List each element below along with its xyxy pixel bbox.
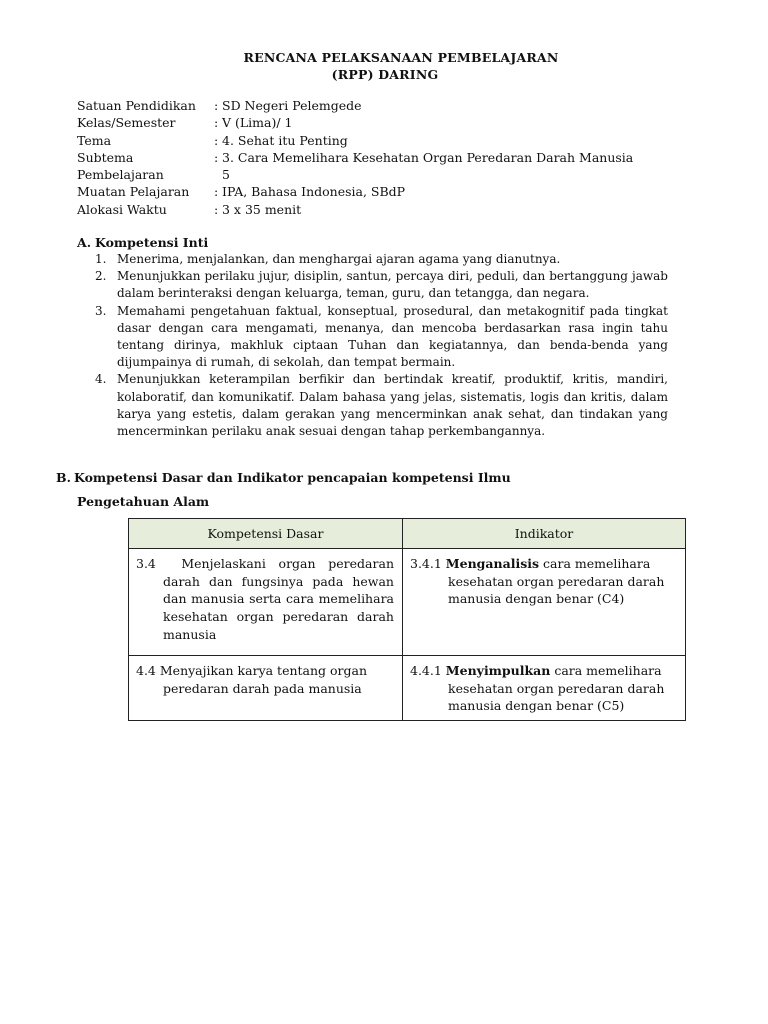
list-item: [95, 251, 668, 268]
kd-code: 4.4: [136, 663, 156, 678]
indikator-content: [410, 555, 677, 608]
column-header-indikator: Indikator: [403, 519, 686, 549]
info-label: Muatan Pelajaran: [77, 184, 190, 200]
kd-text: Menjelaskani organ peredaran darah dan fungsinya pada hewan dan manusia serta cara memelihara kesehatan organ peredaran darah manusia: [163, 556, 394, 642]
list-number: 4.: [95, 372, 107, 387]
info-label: Alokasi Waktu: [77, 201, 167, 217]
info-row-alokasi: [77, 201, 633, 218]
info-value: 3 x 35 menit: [222, 201, 302, 217]
section-b-heading: [56, 470, 511, 485]
info-label: Subtema: [77, 149, 134, 165]
list-text: Menerima, menjalankan, dan menghargai ajaran agama yang dianutnya.: [117, 252, 561, 266]
list-item: [95, 268, 668, 302]
indikator-content: [410, 662, 677, 715]
info-row-pembelajaran: [77, 166, 633, 183]
info-row-satuan: [77, 97, 633, 114]
info-row-tema: [77, 132, 633, 149]
info-row-muatan: [77, 183, 633, 200]
info-label: Tema: [77, 132, 112, 148]
list-text: Memahami pengetahuan faktual, konseptual, prosedural, dan metakognitif pada tingkat dasar dengan cara mengamati, menanya, dan mencoba berdasarkan rasa ingin tahu tentang dirinya, makhluk ciptaan Tuhan dan kegiatannya, dan benda-benda yang dijumpainya di rumah, di sekolah, dan tempat bermain.: [117, 303, 668, 370]
indikator-cell: [403, 656, 686, 721]
section-title: Kompetensi Dasar dan Indikator pencapaian kompetensi Ilmu: [74, 470, 511, 485]
indikator-cell: [403, 549, 686, 656]
list-number: 1.: [95, 252, 107, 266]
section-letter: A.: [77, 235, 92, 250]
list-item: [95, 303, 668, 372]
info-value: SD Negeri Pelemgede: [222, 98, 362, 113]
indikator-code: 3.4.1: [410, 556, 442, 571]
info-value: 3. Cara Memelihara Kesehatan Organ Peredaran Darah Manusia: [222, 149, 634, 165]
kd-text: Menyajikan karya tentang organ peredaran darah pada manusia: [159, 663, 368, 696]
info-separator: :: [214, 149, 219, 165]
kd-cell: [129, 656, 403, 721]
info-separator: [214, 166, 222, 183]
document-title: RENCANA PELAKSANAAN PEMBELAJARAN: [243, 50, 559, 65]
kd-code: 3.4: [136, 556, 156, 571]
info-separator: :: [214, 184, 219, 200]
indikator-code: 4.4.1: [410, 663, 442, 678]
table-header-row: [129, 519, 686, 549]
column-header-kompetensi-dasar: Kompetensi Dasar: [129, 519, 403, 549]
identity-block: [77, 97, 633, 218]
section-letter: B.: [56, 470, 71, 485]
info-row-subtema: [77, 149, 633, 166]
table-row: [129, 656, 686, 721]
info-label: Kelas/Semester: [77, 115, 176, 131]
list-item: [95, 371, 668, 440]
kompetensi-inti-list: [95, 251, 668, 440]
list-number: 2.: [95, 269, 107, 284]
list-number: 3.: [95, 303, 107, 318]
indikator-text: cara memelihara kesehatan organ peredaran darah manusia dengan benar (C4): [448, 556, 665, 607]
indikator-verb: Menganalisis: [445, 556, 540, 571]
info-label: Pembelajaran: [77, 167, 164, 183]
kd-content: [136, 662, 394, 697]
list-text: Menunjukkan perilaku jujur, disiplin, santun, percaya diri, peduli, dan bertanggung jawab dalam berinteraksi dengan keluarga, teman, guru, dan tetangga, dan negara.: [117, 269, 668, 301]
info-label: Satuan Pendidikan: [77, 98, 196, 113]
document-subtitle: (RPP) DARING: [331, 67, 439, 82]
info-separator: :: [214, 115, 219, 131]
table-row: [129, 549, 686, 656]
info-value: V (Lima)/ 1: [222, 115, 293, 131]
info-separator: :: [214, 132, 219, 148]
section-title: Kompetensi Inti: [95, 235, 209, 250]
indikator-verb: Menyimpulkan: [445, 663, 551, 678]
section-b-subtitle: Pengetahuan Alam: [77, 494, 210, 509]
info-value: 5: [222, 167, 230, 183]
kd-content: [136, 555, 394, 644]
section-a-heading: [77, 235, 208, 250]
kompetensi-table: [128, 518, 686, 721]
info-row-kelas: [77, 114, 633, 131]
kd-cell: [129, 549, 403, 656]
info-separator: :: [214, 98, 219, 113]
info-value: 4. Sehat itu Penting: [222, 132, 348, 148]
indikator-text: cara memelihara kesehatan organ peredaran darah manusia dengan benar (C5): [448, 663, 665, 714]
info-separator: :: [214, 201, 219, 217]
list-text: Menunjukkan keterampilan berfikir dan bertindak kreatif, produktif, kritis, mandiri, kolaboratif, dan komunikatif. Dalam bahasa yang jelas, sistematis, logis dan kritis, dalam karya yang estetis, dalam gerakan yang mencerminkan anak sehat, dan tindakan yang mencerminkan perilaku anak sesuai dengan tahap perkembangannya.: [117, 372, 668, 439]
info-value: IPA, Bahasa Indonesia, SBdP: [222, 184, 406, 200]
